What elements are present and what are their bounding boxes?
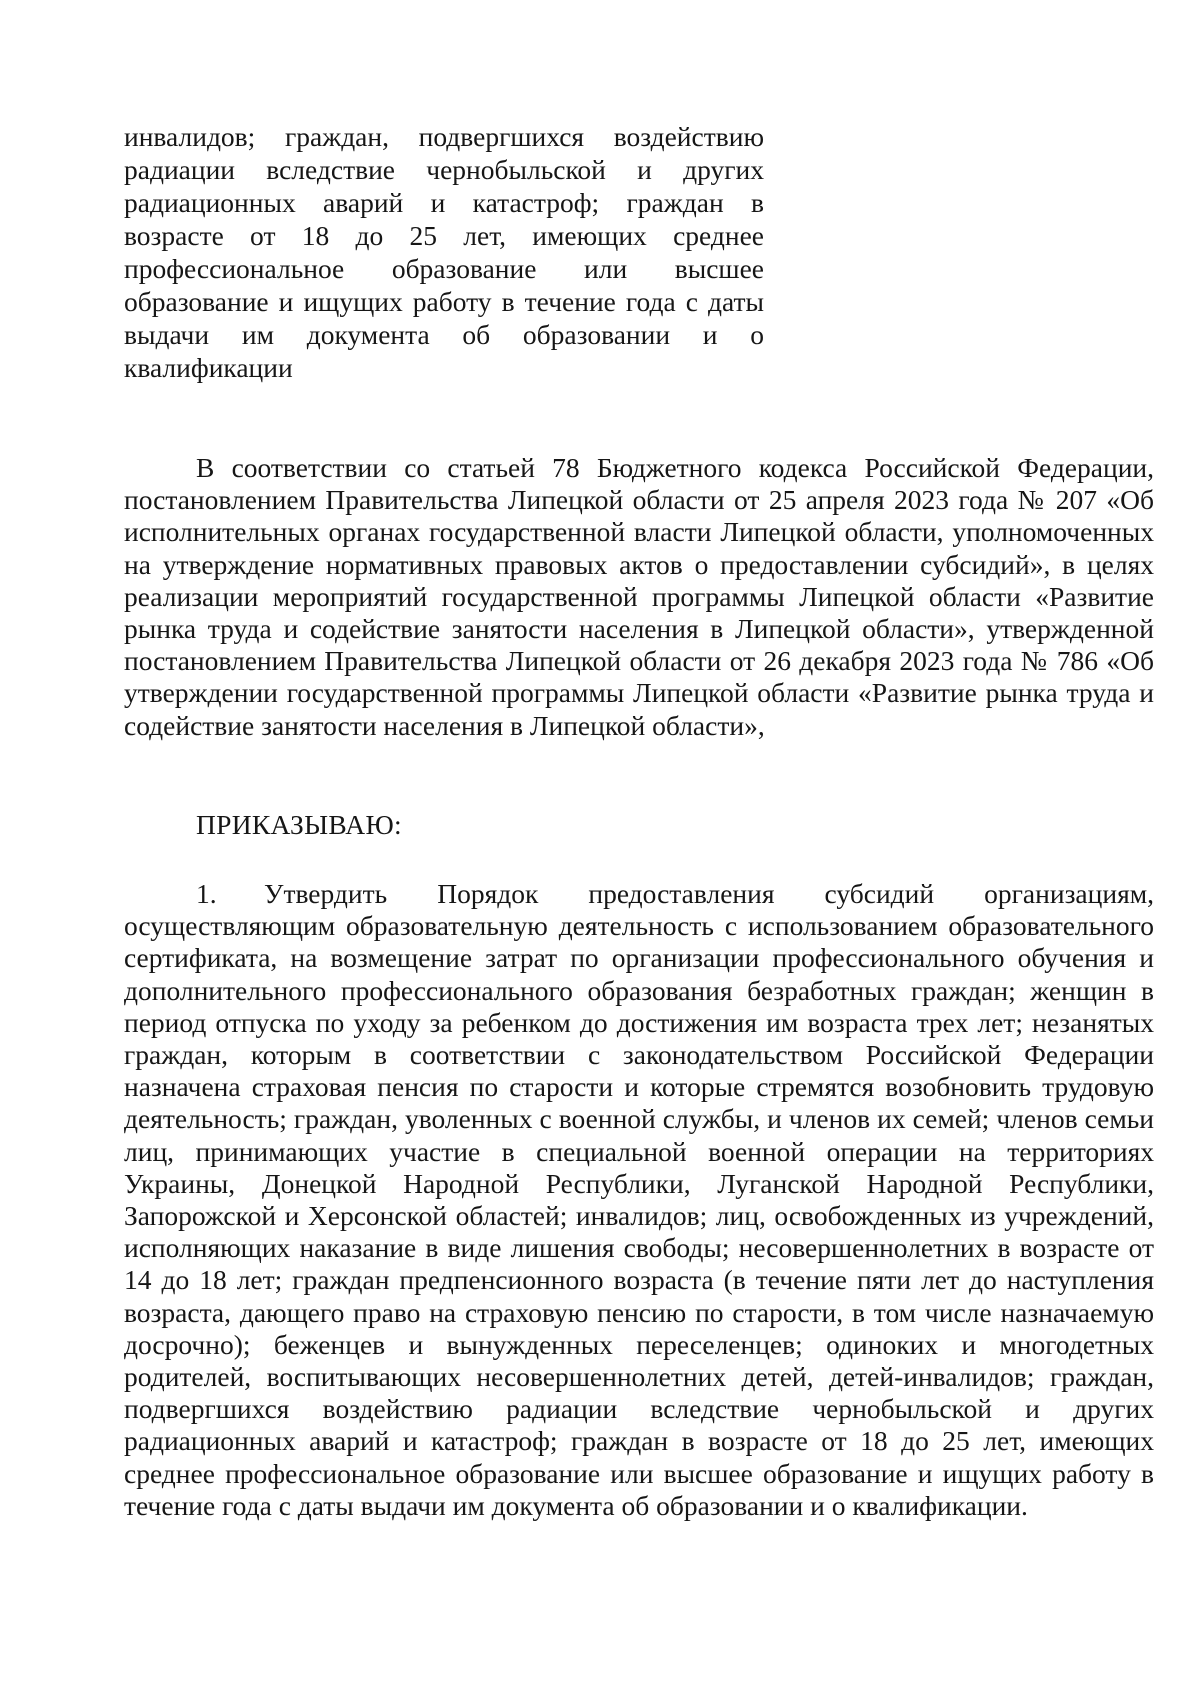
preamble-paragraph: В соответствии со статьей 78 Бюджетного кодекса Российской Федерации, постановлением Правительства Липецкой области от 25 апреля 2023 года № 207 «Об исполнительных органах государственной власти Липецкой области, уполномоченных на утверждение нормативных правовых актов о предоставлении субсидий», в целях реализации мероприятий государственной программы Липецкой области «Развитие рынка труда и содействие занятости населения в Липецкой области», утвержденной постановлением Правительства Липецкой области от 26 декабря 2023 года № 786 «Об утверждении государственной программы Липецкой области «Развитие рынка труда и содействие занятости населения в Липецкой области», xyxy=(124,452,1154,741)
order-heading: ПРИКАЗЫВАЮ: xyxy=(196,809,402,840)
clause-text: Утвердить Порядок предоставления субсидий организациям, осуществляющим образовательную деятельность с использованием образовательного сертификата, на возмещение затрат по организации профессионального обучения и дополнительного профессионального образования безработных граждан; женщин в период отпуска по уходу за ребенком до достижения им возраста трех лет; незанятых граждан, которым в соответствии с законодательством Российской Федерации назначена страховая пенсия по старости и которые стремятся возобновить трудовую деятельность; граждан, уволенных с военной службы, и членов их семей; членов семьи лиц, принимающих участие в специальной военной операции на территориях Украины, Донецкой Народной Республики, Луганской Народной Республики, Запорожской и Херсонской областей; инвалидов; лиц, освобожденных из учреждений, исполняющих наказание в виде лишения свободы; несовершеннолетних в возрасте от 14 до 18 лет; граждан предпенсионного возраста (в течение пяти лет до наступления возраста, дающего право на страховую пенсию по старости, в том числе назначаемую досрочно); беженцев и вынужденных переселенцев; одиноких и многодетных родителей, воспитывающих несовершеннолетних детей, детей-инвалидов; граждан, подвергшихся воздействию радиации вследствие чернобыльской и других радиационных аварий и катастроф; граждан в возрасте от 18 до 25 лет, имеющих среднее профессиональное образование или высшее образование и ищущих работу в течение года с даты выдачи им документа об образовании и о квалификации. xyxy=(124,878,1154,1521)
clause-1-paragraph xyxy=(124,878,1154,1522)
clause-number: 1. xyxy=(196,878,217,909)
document-title-continuation: инвалидов; граждан, подвергшихся воздействию радиации вследствие чернобыльской и других радиационных аварий и катастроф; граждан в возрасте от 18 до 25 лет, имеющих среднее профессиональное образование или высшее образование и ищущих работу в течение года с даты выдачи им документа об образовании и о квалификации xyxy=(124,121,764,383)
